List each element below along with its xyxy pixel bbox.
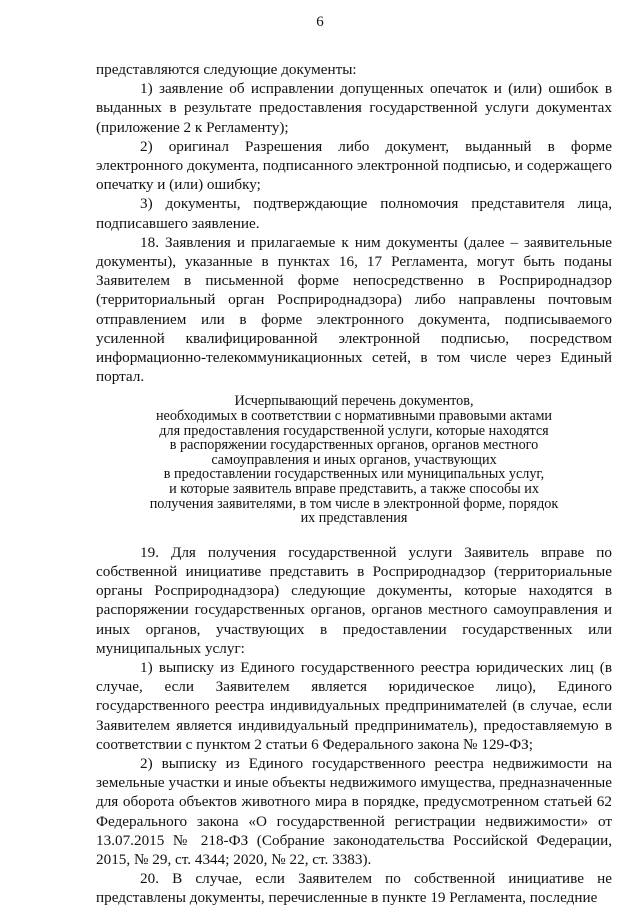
heading-line: для предоставления государственной услуги, которые находятся bbox=[159, 422, 549, 439]
section-heading bbox=[96, 394, 612, 525]
heading-line: в предоставлении государственных или муниципальных услуг, bbox=[163, 466, 545, 483]
paragraph: 1) выписку из Единого государственного реестра юридических лиц (в случае, если Заявителем является юридическое лицо), Единого государственного реестра индивидуальных предпринимателей (в случае, если Заявителем является индивидуальный предприниматель), предоставляемую в соответствии с пунктом 2 статьи 6 Федерального закона № 129-ФЗ; bbox=[96, 659, 612, 753]
paragraphs-after bbox=[96, 543, 612, 908]
heading-line: их представления bbox=[300, 510, 408, 527]
heading-line: Исчерпывающий перечень документов, bbox=[234, 393, 474, 410]
heading-line: получения заявителями, в том числе в электронной форме, порядок bbox=[149, 495, 559, 512]
heading-line: необходимых в соответствии с нормативными правовыми актами bbox=[155, 408, 553, 425]
paragraph: 19. Для получения государственной услуги Заявитель вправе по собственной инициативе представить в Росприроднадзор (территориальные органы Росприроднадзора) следующие документы, которые находятся в распоряжении государственных органов, органов местного самоуправления и иных органов, участвующих в предоставлении государственных или муниципальных услуг: bbox=[96, 543, 612, 657]
paragraphs-before bbox=[96, 60, 612, 386]
heading-line: в распоряжении государственных органов, органов местного bbox=[169, 437, 539, 454]
heading-line: самоуправления и иных органов, участвующих bbox=[211, 451, 497, 468]
paragraph: 18. Заявления и прилагаемые к ним документы (далее – заявительные документы), указанные в пунктах 16, 17 Регламента, могут быть поданы Заявителем в письменной форме непосредственно в Росприроднадзор (территориальный орган Росприроднадзора) либо направлены почтовым отправлением или в форме электронного документа, подписываемого усиленной квалифицированной электронной подписью, посредством информационно-телекоммуникационных сетей, в том числе через Единый портал. bbox=[96, 233, 612, 386]
paragraph: 1) заявление об исправлении допущенных опечаток и (или) ошибок в выданных в результате предоставления государственной услуги документах (приложение 2 к Регламенту); bbox=[96, 80, 612, 136]
paragraph: 3) документы, подтверждающие полномочия представителя лица, подписавшего заявление. bbox=[96, 195, 612, 232]
paragraph: представляются следующие документы: bbox=[96, 61, 357, 78]
heading-line: и которые заявитель вправе представить, а также способы их bbox=[169, 481, 539, 498]
paragraph: 2) оригинал Разрешения либо документ, выданный в форме электронного документа, подписанного электронной подписью, и содержащего опечатку и (или) ошибку; bbox=[96, 137, 612, 194]
paragraph: 20. В случае, если Заявителем по собственной инициативе не представлены документы, перечисленные в пункте 19 Регламента, последние bbox=[96, 870, 612, 907]
document-body bbox=[96, 60, 612, 908]
paragraph: 2) выписку из Единого государственного реестра недвижимости на земельные участки и иные объекты недвижимого имущества, предназначенные для оборота объектов животного мира в порядке, предусмотренном статьей 62 Федерального закона «О государственной регистрации недвижимости» от 13.07.2015 № 218-ФЗ (Собрание законодательства Российской Федерации, 2015, № 29, ст. 4344; 2020, № 22, ст. 3383). bbox=[96, 755, 612, 869]
page-number: 6 bbox=[316, 14, 324, 30]
